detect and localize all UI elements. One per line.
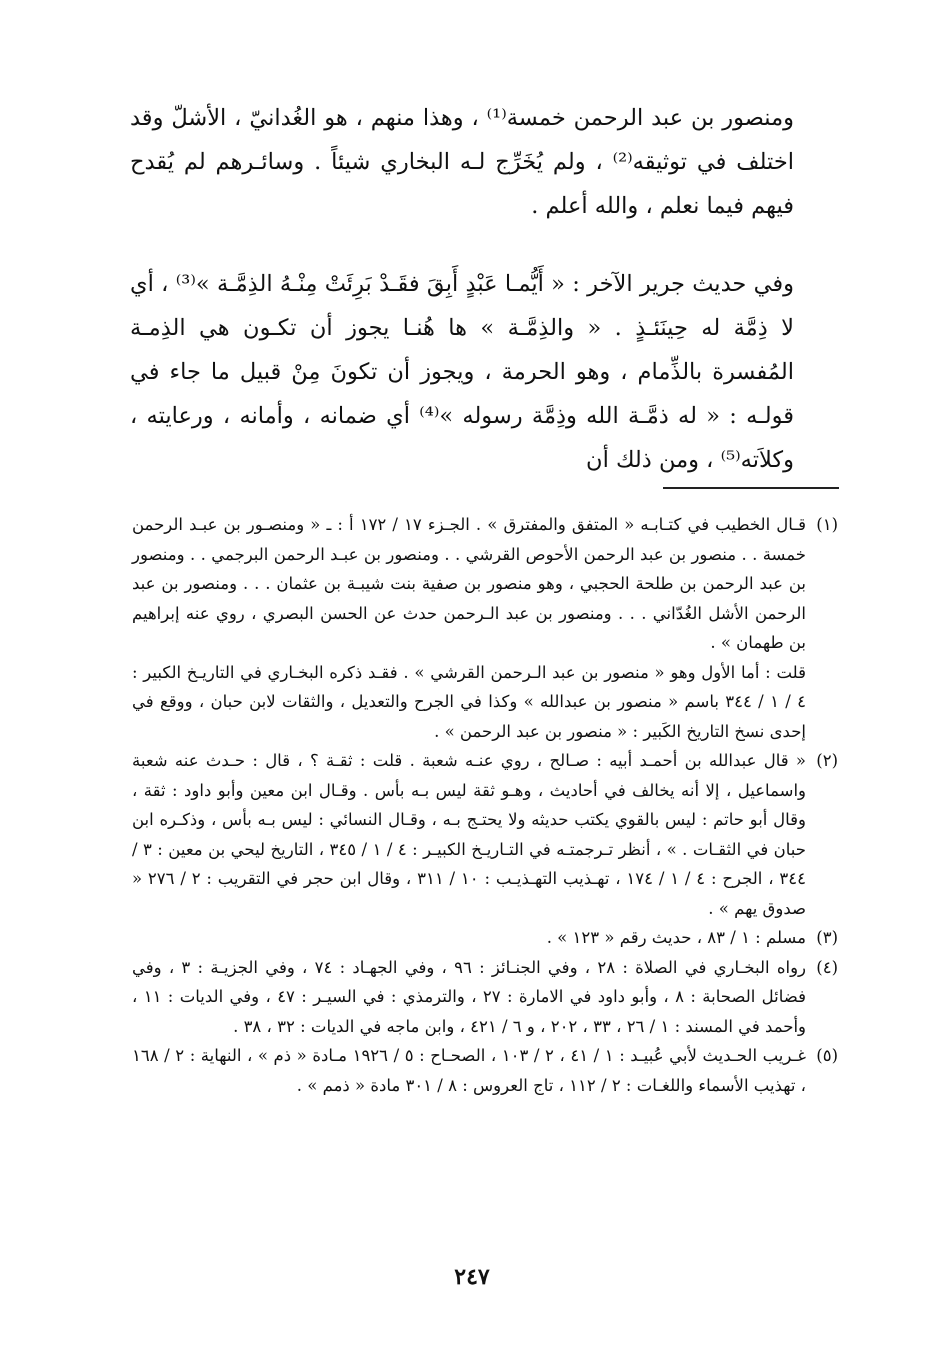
footnote-4: [132, 953, 838, 1042]
footnotes: [132, 510, 838, 1100]
page-number: ٢٤٧: [454, 1264, 490, 1290]
main-paragraph-2: وفي حديث جرير الآخر : « أَيُّمـا عَبْدٍ أَبِقَ فقَـدْ بَرِئَتْ مِنْـهُ الذِمَّـة »⁽³⁾ ، أي لا ذِمَّة له حِينَئـذٍ . « والذِمَّـة » ها هُنـا يجوز أن تكـون هي الذِمـة المُفسرة بالذِّمام ، وهو الحرمة ، ويجوز أن تكونَ مِنْ قبيل ما جاء في قولـه : « له ذمَّـة الله وذِمَّة رسوله »⁽⁴⁾ أي ضمانه ، وأمانه ، ورعايته ، وكلاَته⁽⁵⁾ ، ومن ذلك أن: [130, 271, 794, 473]
footnote-text: قـال الخطيب في كتـابـه « المتفق والمفترق » . الجـزء ١٧ / ١٧٢ أ : ـ « ومنصـور بن عبـد الرحمن خمسة . . منصور بن عبد الرحمن الأحوص القرشي . . ومنصور بن عبـد الرحمن البرجمي . . ومنصور بن عبد الرحمن بن طلحة الحجبي ، وهو منصور بن صفية بنت شيبـة بن عثمان . . . ومنصور بن عبد الرحمن الأشل الغُدّاني . . . ومنصور بن عبد الـرحمن حدث عن الحسن البصري ، روي عنه إبراهيم بن طهمان » .: [132, 515, 806, 652]
main-paragraph-1: ومنصور بن عبد الرحمن خمسة⁽¹⁾ ، وهذا منهم ، هو الغُدانيّ ، الأشلّ وقد اختلف في توثيقه⁽²⁾ ، ولم يُخَرِّج لـه البخاري شيئاً . وسائـرهم لم يُقدح فيهم فيما نعلم ، والله أعلم .: [130, 105, 794, 219]
footnote-text: رواه البخـاري في الصلاة : ٢٨ ، وفي الجنـائز : ٩٦ ، وفي الجهـاد : ٧٤ ، وفي الجزيـة : ٣ ، وفي فضائل الصحابة : ٨ ، وأبو داود في الامارة : ٢٧ ، والترمذي : في السيـر : ٤٧ ، وفي الديات : ١١ ، وأحمد في المسند : ١ / ٢٦ ، ٣٣ ، ٢٠٢ ، و ٦ / ٤٢١ ، وابن ماجه في الديات : ٣٢ ، ٣٨ .: [132, 957, 807, 1036]
footnote-1: [132, 510, 838, 658]
footnote-number: (٣): [816, 928, 838, 947]
footnote-text: « قال عبدالله بن أحمـد أبيه : صـالح ، روي عنـه شعبة . قلت : ثقـة ؟ ، قال : حـدث عنه شعبة واسماعيل ، إلا أنه يخالف في أحاديث ، وهـو ثقة ليس بـه بأس . وقـال ابن معين وأبو داود : ثقة ، وقال أبو حاتم : ليس بالقوي يكتب حديثه ولا يحتـج بـه ، وقـال النسائي : ليس بـه بأس ، وذكـره ابن حبان في الثقـات . » ، أنظر تـرجمتـه في التـاريـخ الكبيـر : ٤ / ١ / ٣٤٥ ، التاريخ ليحي بن معين : ٣ / ٣٤٤ ، الجرح : ٤ / ١ / ١٧٤ ، تهـذيب التهـذيـب : ١٠ / ٣١١ ، وقال ابن حجر في التقريب : ٢ / ٢٧٦ « صدوق يهم » .: [132, 751, 806, 918]
footnote-divider: [663, 487, 839, 489]
footnote-3: [132, 923, 838, 953]
footnote-2: [132, 746, 838, 923]
footnote-text: غـريب الحـديث لأبي عُبيـد : ١ / ٤١ ، ٢ / ١٠٣ ، الصحـاح : ٥ / ١٩٢٦ مـادة « ذم » ، النهاية : ٢ / ١٦٨ ، تهذيب الأسماء واللغـات : ٢ / ١١٢ ، تاج العروس : ٨ / ٣٠١ مادة « ذمم » .: [132, 1046, 806, 1095]
footnote-text: مسلم : ١ / ٨٣ ، حديث رقم « ١٢٣ » .: [546, 928, 806, 947]
footnote-number: (٤): [816, 957, 838, 977]
main-text: [130, 96, 838, 482]
footnote-number: (٢): [816, 751, 838, 770]
footnote-number: (٥): [816, 1046, 838, 1065]
footnote-number: (١): [816, 515, 838, 534]
footnote-1-continuation: قلت : أما الأول وهو « منصور بن عبد الـرحمن القرشي » . فقـد ذكره البخـاري في التاريـخ الكبير : ٤ / ١ / ٣٤٤ باسم « منصور بن عبدالله » وكذا في الجرح والتعديل ، والثقات لابن حبان ، ووقع في إحدى نسخ التاريخ الكَبير : « منصور بن عبد الرحمن » .: [132, 662, 806, 741]
footnote-5: [132, 1041, 838, 1100]
